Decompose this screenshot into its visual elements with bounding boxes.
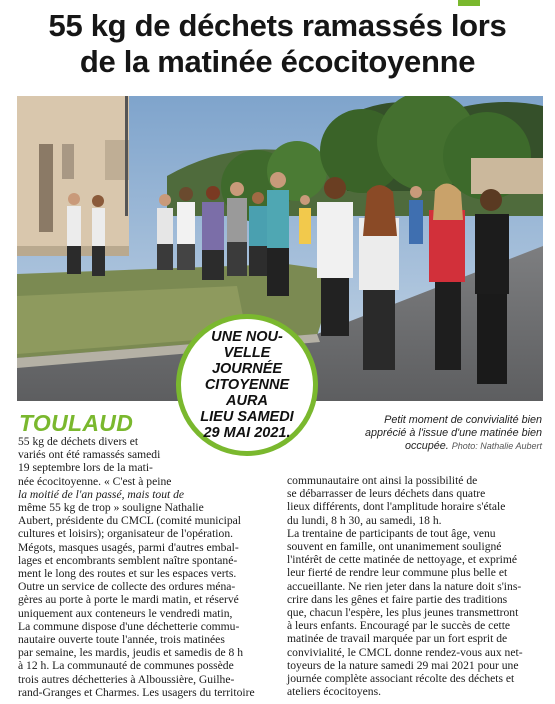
caption-line: Petit moment de convivialité bien bbox=[384, 414, 542, 426]
body-line: par semaine, les mardis, jeudis et samedis de 8 h bbox=[18, 646, 244, 660]
body-line: du lundi, 8 h 30, au samedi, 18 h. bbox=[287, 513, 442, 527]
body-line: nautaire ouverte toute l'année, trois matinées bbox=[18, 633, 225, 647]
section-accent-tab bbox=[458, 0, 480, 6]
pull-quote-line: LIEU SAMEDI bbox=[200, 409, 294, 425]
pull-quote-line: 29 MAI 2021. bbox=[203, 425, 291, 441]
body-line: gères au porte à porte le mardi matin, et réservé bbox=[18, 593, 239, 607]
body-line: communautaire ont ainsi la possibilité de bbox=[287, 474, 478, 487]
body-line: l'intérêt de cette matinée de nettoyage, et exprimé bbox=[287, 553, 517, 567]
body-line: La trentaine de participants de tout âge, venu bbox=[287, 526, 496, 540]
body-line: matinée de travail marquée par un fort esprit de bbox=[287, 632, 508, 646]
article-column-left bbox=[18, 435, 280, 699]
body-line: La commune dispose d'une déchetterie commu- bbox=[18, 619, 240, 633]
caption-text: occupée. bbox=[404, 440, 449, 452]
body-line: toyeurs de la nature samedi 29 mai 2021 pour une bbox=[287, 658, 519, 672]
headline-line-2: de la matinée écocitoyenne bbox=[79, 44, 476, 79]
body-line: Outre un service de collecte des ordures ména- bbox=[18, 580, 236, 594]
body-line: leur fierté de rendre leur commune plus belle et bbox=[287, 566, 508, 580]
photo-caption bbox=[340, 414, 542, 453]
photo-credit: Photo: Nathalie Aubert bbox=[451, 441, 542, 451]
body-line: née écocitoyenne. « C'est à peine bbox=[18, 474, 172, 488]
body-line: rand-Granges et Charmes. Les usagers du territoire bbox=[18, 685, 255, 699]
location-kicker: TOULAUD bbox=[19, 410, 134, 436]
body-line: Aubert, présidente du CMCL (comité municipal bbox=[18, 514, 242, 528]
body-line: variés ont été ramassés samedi bbox=[18, 448, 161, 462]
body-line: même 55 kg de trop » souligne Nathalie bbox=[18, 501, 204, 515]
body-line: ment le long des routes et sur les espaces verts. bbox=[18, 567, 237, 581]
body-line: journée complète associant récolte des déchets et bbox=[287, 672, 515, 686]
body-line: la moitié de l'an passé, mais tout de bbox=[18, 487, 185, 501]
headline-line-1: 55 kg de déchets ramassés lors bbox=[48, 8, 507, 43]
body-line: convivialité, le CMCL donne rendez-vous aux net- bbox=[287, 645, 523, 659]
body-line: souvent en famille, ont unanimement souligné bbox=[287, 540, 502, 554]
pull-quote-line: VELLE JOURNÉE bbox=[211, 345, 283, 377]
caption-line: apprécié à l'issue d'une matinée bien bbox=[365, 427, 542, 439]
body-line: ateliers écocitoyens. bbox=[287, 685, 381, 699]
article-headline bbox=[0, 8, 555, 80]
article-column-right bbox=[287, 474, 539, 698]
body-line: lages et encombrants semblent naître spontané- bbox=[18, 553, 238, 567]
body-line: 55 kg de déchets divers et bbox=[18, 435, 139, 448]
body-line: cultures et loisirs); organisateur de l'opération. bbox=[18, 527, 234, 541]
body-line: que, chacun l'espère, les plus jeunes transmettront bbox=[287, 606, 519, 620]
body-line: crire dans les gênes et faire partie des traditions bbox=[287, 592, 508, 606]
pull-quote-line: UNE NOU- bbox=[211, 329, 283, 345]
body-line: se débarrasser de leurs déchets dans quatre bbox=[287, 487, 486, 501]
body-line: trois autres déchetteries à Alboussière, Guilhe- bbox=[18, 672, 235, 686]
body-line: lieux différents, dont l'amplitude horaire s'étale bbox=[287, 500, 506, 514]
body-line: uniquement aux conteneurs le vendredi matin, bbox=[18, 606, 233, 620]
body-line: accueillante. Ne rien jeter dans la nature doit s'ins- bbox=[287, 579, 522, 593]
body-line: à leurs enfants. Encouragé par le succès de cette bbox=[287, 619, 511, 633]
caption-line bbox=[340, 440, 542, 453]
pull-quote-text bbox=[188, 329, 306, 441]
body-line: 19 septembre lors de la mati- bbox=[18, 461, 153, 475]
body-line: à 12 h. La communauté de communes possède bbox=[18, 659, 234, 673]
body-line: Mégots, masques usagés, parmi d'autres embal- bbox=[18, 540, 239, 554]
pull-quote-line: CITOYENNE AURA bbox=[204, 377, 290, 409]
